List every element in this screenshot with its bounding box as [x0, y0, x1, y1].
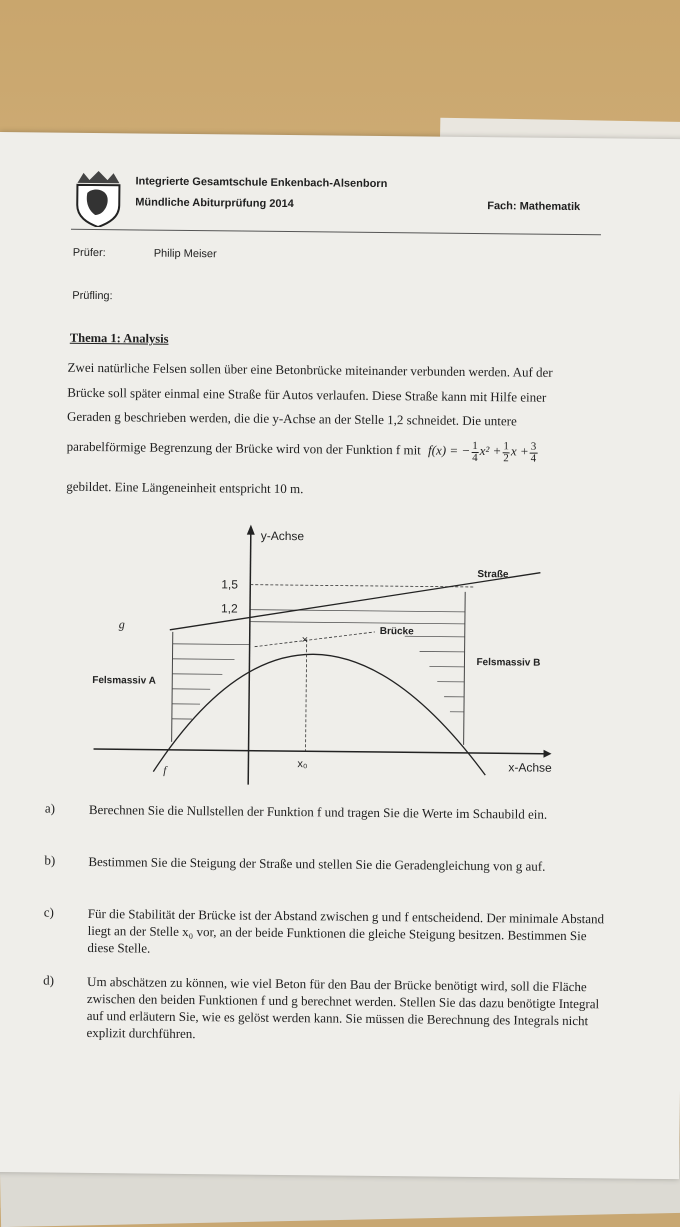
task-a-text: Berechnen Sie die Nullstellen der Funktion f und tragen Sie die Werte im Schaubild ein.: [89, 801, 614, 823]
road-label: Straße: [477, 569, 509, 580]
fraction-1-num: 1: [471, 440, 479, 452]
x0-label: x₀: [297, 758, 307, 770]
examiner-label: Prüfer:: [73, 247, 106, 259]
school-name: Integrierte Gesamtschule Enkenbach-Alsenborn: [135, 175, 387, 190]
rock-a-edge: [172, 632, 173, 742]
y-tick-1-5: 1,5: [221, 577, 238, 591]
intro-line-1: Zwei natürliche Felsen sollen über eine Betonbrücke miteinander verbunden werden. Auf der: [67, 356, 552, 384]
y-tick-1-2: 1,2: [221, 601, 238, 615]
fraction-3-den: 4: [530, 453, 538, 464]
x-axis: [94, 749, 544, 754]
dashed-1-5: [250, 585, 475, 587]
subject-label: Fach: Mathematik: [487, 200, 580, 213]
fraction-1-den: 4: [471, 452, 479, 463]
task-c-label: c): [44, 905, 54, 921]
intro-line-4-text: parabelförmige Begrenzung der Brücke wird von der Funktion f mit: [67, 439, 421, 458]
fraction-2: [502, 441, 510, 464]
x-axis-label: x-Achse: [508, 760, 552, 774]
fraction-3: [530, 441, 538, 464]
vertex-cross: ×: [302, 634, 309, 646]
f-label: f: [163, 765, 168, 777]
intro-line-3: Geraden g beschrieben werden, die die y-Achse an der Stelle 1,2 schneidet. Die untere: [67, 405, 517, 433]
intro-line-5: gebildet. Eine Längeneinheit entspricht 10 m.: [66, 475, 303, 500]
formula-term-2: x +: [511, 443, 529, 458]
intro-line-2: Brücke soll später einmal eine Straße für Autos verlaufen. Diese Straße kann mit Hilfe einer: [67, 381, 546, 409]
parabola-f: [153, 653, 486, 775]
rock-b-edge: [464, 592, 466, 745]
task-d-label: d): [43, 972, 54, 988]
bridge-label: Brücke: [380, 626, 414, 637]
exam-sheet: [0, 132, 680, 1179]
bridge-diagram: [73, 513, 576, 798]
g-label: g: [119, 617, 125, 631]
y-axis-label: y-Achse: [261, 529, 305, 543]
y-axis: [248, 533, 251, 785]
x-axis-arrow: [543, 750, 551, 758]
task-d-text: Um abschätzen zu können, wie viel Beton für den Bau der Brücke benötigt wird, soll die Fläche zwischen den beiden Funktionen f und g berechnet werden. Stellen Sie das dazu benötigte Integral auf und erläutern Sie, wie es gelöst werden kann. Sie müssen die Berechnung des Integrals nicht explizit durchführen.: [86, 973, 612, 1046]
task-b-text: Bestimmen Sie die Steigung der Straße und stellen Sie die Geradengleichung von g auf.: [88, 853, 613, 875]
formula-lhs: f(x) = −: [428, 443, 470, 458]
task-b-label: b): [44, 853, 55, 869]
rock-a-label: Felsmassiv A: [92, 675, 156, 687]
school-crest-icon: [73, 171, 124, 228]
hatching: [172, 609, 465, 722]
exam-title: Mündliche Abiturprüfung 2014: [135, 196, 294, 210]
topic-heading: Thema 1: Analysis: [70, 331, 169, 347]
examiner-name: Philip Meiser: [154, 248, 217, 261]
tangent-line: [255, 631, 375, 648]
formula-term-1: x² +: [480, 443, 502, 458]
rock-b-label: Felsmassiv B: [476, 657, 540, 669]
y-axis-arrow: [247, 525, 255, 535]
candidate-label: Prüfling:: [72, 290, 112, 302]
fraction-1: [471, 440, 479, 463]
formula: [428, 443, 538, 459]
task-a-label: a): [45, 801, 55, 817]
x0-dashed: [306, 639, 307, 751]
intro-line-4: [67, 435, 539, 464]
task-c-text: Für die Stabilität der Brücke ist der Abstand zwischen g und f entscheidend. Der minimale Abstand liegt an der Stelle x₀ vor, an der beide Funktionen die gleiche Steigung besitzen. Bestimmen Sie diese Stelle.: [87, 905, 613, 961]
fraction-2-num: 1: [502, 441, 510, 453]
fraction-2-den: 2: [502, 453, 510, 464]
header-divider: [71, 229, 601, 236]
fraction-3-num: 3: [530, 441, 538, 453]
